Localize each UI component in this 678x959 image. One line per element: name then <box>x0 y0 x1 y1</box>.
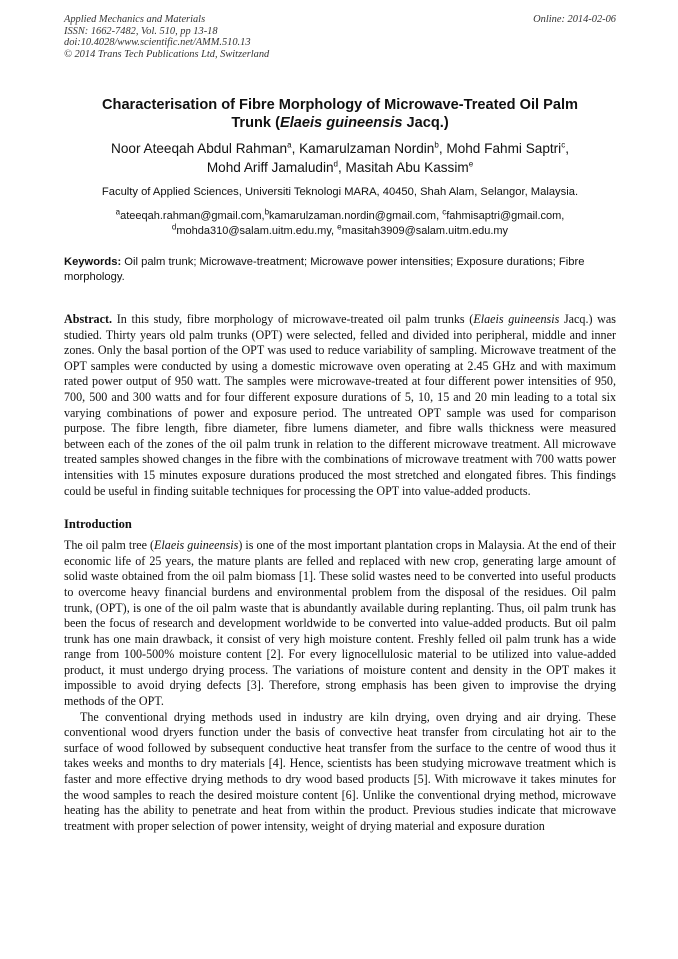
paragraph-text: The oil palm tree ( <box>64 538 155 553</box>
author-separator: , <box>565 141 569 156</box>
author-line-2 <box>64 158 616 177</box>
title-text: Trunk ( <box>231 115 280 131</box>
journal-name: Applied Mechanics and Materials <box>64 14 206 25</box>
author-superscript: d <box>333 159 338 169</box>
author-name: , Mohd Fahmi Saptri <box>438 141 562 156</box>
title-line-2 <box>64 114 616 132</box>
email-superscript: d <box>171 221 177 231</box>
email-list <box>64 209 616 238</box>
email-link[interactable]: fahmisaptri@gmail.com, <box>446 210 565 222</box>
author-superscript: a <box>287 140 292 150</box>
email-link[interactable]: kamarulzaman.nordin@gmail.com, <box>269 210 443 222</box>
paper-title <box>64 96 616 132</box>
email-link[interactable]: mohda310@salam.uitm.edu.my, <box>176 224 338 237</box>
email-line-2 <box>64 221 616 239</box>
abstract-text: In this study, fibre morphology of microwave-treated oil palm trunks ( <box>112 312 474 326</box>
title-text: Jacq.) <box>402 115 449 131</box>
author-name: Noor Ateeqah Abdul Rahman <box>111 141 288 156</box>
author-name: , Kamarulzaman Nordin <box>291 141 435 156</box>
email-link[interactable]: masitah3909@salam.uitm.edu.my <box>341 224 509 237</box>
section-heading: Introduction <box>64 517 132 532</box>
paragraph-text: ) is one of the most important plantation crops in Malaysia. At the end of their economic life of 25 years, the mature plants are felled and replaced with new crop, generating large amount of solid waste obtained from the oil palm biomass [1]. These solid wastes need to be converted into useful products to overcome heavy financial burdens and environmental problem from the disposal of the residues. Oil palm trunk, (OPT), is one of the oil palm waste that is abundantly available during replanting. Thus, oil palm trunk has been the focus of research and development worldwide to be converted into value-added products. But oil palm trunk has one main drawback, it consist of very high moisture content. Freshly felled oil palm trunk has a wide range from 100-500% moisture content [2]. For every lignocellulosic material to be utilized into value-added product, it must undergo drying process. The variations of moisture content and density in the OPT makes it impossible to avoid drying defects [3]. Therefore, strong emphasis has been given to improvise the drying methods of the OPT. <box>64 538 616 709</box>
introduction-section <box>64 516 616 834</box>
author-name: , Masitah Abu Kassim <box>337 160 469 175</box>
abstract-species: Elaeis guineensis <box>473 312 560 326</box>
keywords-label: Keywords: <box>64 256 122 268</box>
email-superscript: c <box>442 207 447 217</box>
author-name: Mohd Ariff Jamaludin <box>206 160 334 175</box>
title-species: Elaeis guineensis <box>279 115 403 131</box>
abstract-section <box>64 312 616 499</box>
abstract-label: Abstract. <box>64 312 113 326</box>
author-line-1 <box>64 139 616 158</box>
author-superscript: c <box>561 140 566 150</box>
keywords-text: Oil palm trunk; Microwave-treatment; Microwave power intensities; Exposure durations; Fibre morphology. <box>64 256 585 283</box>
journal-header <box>64 14 616 68</box>
email-link[interactable]: ateeqah.rahman@gmail.com, <box>120 210 265 222</box>
email-superscript: a <box>115 207 121 217</box>
affiliation: Faculty of Applied Sciences, Universiti Teknologi MARA, 40450, Shah Alam, Selangor, Malaysia. <box>101 186 579 198</box>
title-line-1: Characterisation of Fibre Morphology of Microwave-Treated Oil Palm <box>101 97 578 113</box>
author-superscript: e <box>468 159 474 169</box>
abstract-text: Jacq.) was studied. Thirty years old palm trunks (OPT) were selected, felled and divided into peripheral, middle and inner zones. Only the basal portion of the OPT was used to reduce variability of sampling. Microwave treatment of the OPT samples were conducted by using a domestic microwave oven operating at 2.45 GHz and with maximum rated power output of 950 watt. The samples were microwave-treated at four different power intensities of 950, 700, 500 and 300 watts and for four different exposure durations of 5, 10, 15 and 20 min leading to a total six varying combinations of power and exposure period. The untreated OPT sample was used for comparison purpose. The fibre length, fibre diameter, fibre lumens diameter, and fibre walls thickness were measured between each of the zones of the oil palm trunk in relation to the different microwave treatment. All microwave treated samples showed changes in the fibre with the combinations of microwave treatment with 700 watts power intensities with 15 minutes exposure durations produced the most stretched and elongated fibres. This findings could be useful in finding suitable techniques for processing the OPT into value-added products. <box>64 312 616 498</box>
author-list <box>64 139 616 177</box>
intro-paragraph-1 <box>64 538 616 710</box>
email-superscript: e <box>337 221 342 231</box>
doi-line: doi:10.4028/www.scientific.net/AMM.510.13 <box>64 37 251 49</box>
issn-line: ISSN: 1662-7482, Vol. 510, pp 13-18 <box>64 25 218 37</box>
email-superscript: b <box>264 207 270 217</box>
keywords-section <box>64 255 616 285</box>
online-date: Online: 2014-02-06 <box>533 14 616 25</box>
intro-paragraph-2: The conventional drying methods used in industry are kiln drying, oven drying and air drying. These conventional wood dryers function under the basis of convective heat transfer from circulating hot air to the surface of wood followed by subsequent conductive heat transfer from the surface to the centre of wood thus it takes weeks and months to dry materials [4]. Hence, scientists has been studying microwave treatment which is faster and more effective drying methods to dry wood based products [5]. With microwave it takes minutes for the wood samples to reach the desired moisture content [6]. Unlike the conventional drying method, microwave heating has the ability to penetrate and heat from within the product. Previous studies indicate that microwave treatment with proper selection of power intensity, weight of drying material and exposure duration <box>64 709 616 833</box>
paragraph-species: Elaeis guineensis <box>154 538 239 553</box>
copyright-line: © 2014 Trans Tech Publications Ltd, Switzerland <box>64 48 270 60</box>
paper-page <box>64 14 616 834</box>
author-superscript: b <box>434 140 439 150</box>
